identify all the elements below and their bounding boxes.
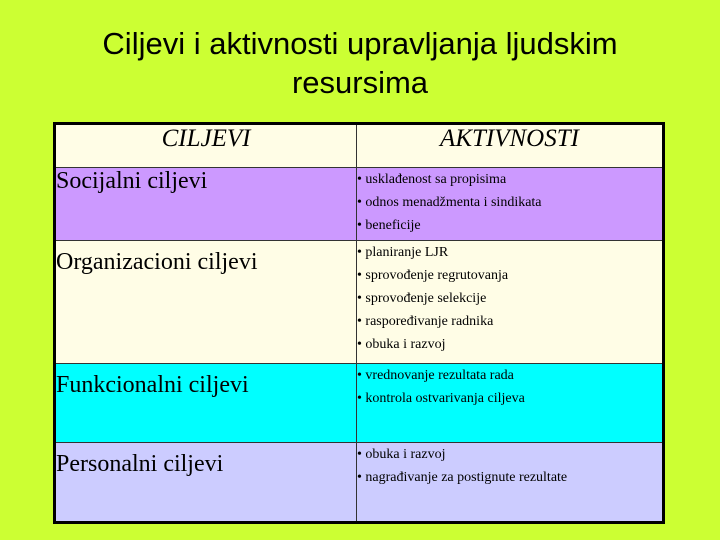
activity-item: • vrednovanje rezultata rada — [357, 368, 514, 383]
activity-item: • obuka i razvoj — [357, 447, 446, 462]
activity-item: • usklađenost sa propisima — [357, 172, 507, 187]
goal-cell: Socijalni ciljevi — [55, 168, 357, 241]
table-row — [55, 443, 664, 523]
activity-item: • odnos menadžmenta i sindikata — [357, 195, 542, 210]
goal-cell: Organizacioni ciljevi — [55, 241, 357, 364]
activities-cell — [357, 168, 664, 241]
goal-cell: Funkcionalni ciljevi — [55, 364, 357, 443]
activity-item: • kontrola ostvarivanja ciljeva — [357, 391, 525, 406]
activity-item: • nagrađivanje za postignute rezultate — [357, 470, 568, 485]
activities-cell — [357, 241, 664, 364]
table-row — [55, 241, 664, 364]
table-row — [55, 364, 664, 443]
goals-activities-table — [53, 122, 665, 524]
activity-item: • raspoređivanje radnika — [357, 314, 494, 329]
page-title: Ciljevi i aktivnosti upravljanja ljudskim resursima — [102, 26, 618, 100]
header-activities: AKTIVNOSTI — [357, 124, 664, 168]
activity-item: • sprovođenje regrutovanja — [357, 268, 509, 283]
activity-item: • beneficije — [357, 218, 421, 233]
table-header-row — [55, 124, 664, 168]
activities-cell — [357, 364, 664, 443]
goal-cell: Personalni ciljevi — [55, 443, 357, 523]
activity-item: • sprovođenje selekcije — [357, 291, 487, 306]
activity-item: • planiranje LJR — [357, 245, 449, 260]
activity-item: • obuka i razvoj — [357, 337, 446, 352]
table-row — [55, 168, 664, 241]
activities-cell — [357, 443, 664, 523]
header-goals: CILJEVI — [55, 124, 357, 168]
